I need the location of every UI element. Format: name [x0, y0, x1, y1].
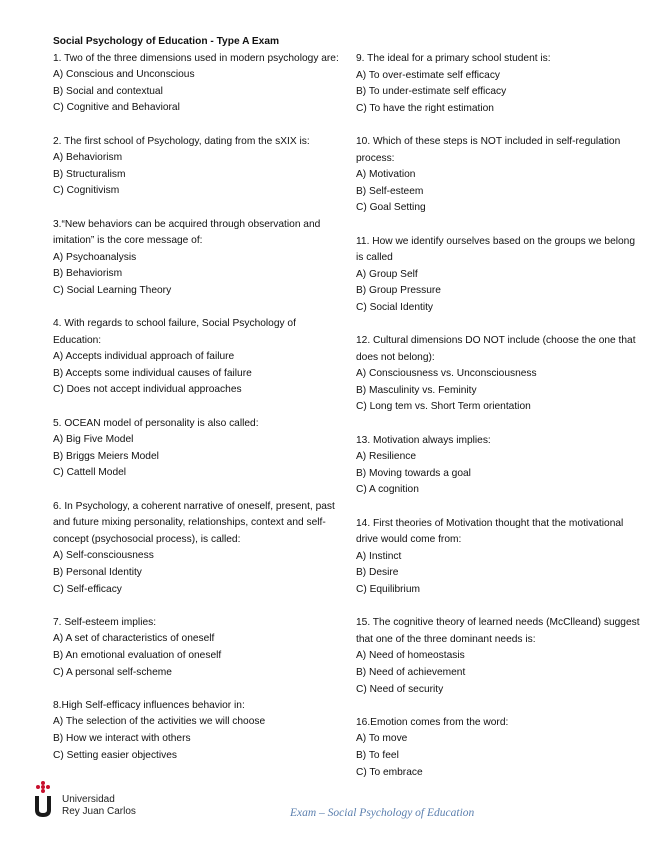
answer-option: A) A set of characteristics of oneself — [53, 633, 215, 645]
question-text: 6. In Psychology, a coherent narrative of oneself, present, past and future mixing personality, relationships, context and self-concept (psychosocial process), is called: — [53, 500, 335, 545]
answer-option: B) Personal Identity — [53, 567, 142, 578]
answer-option: B) Social and contextual — [53, 85, 163, 97]
answer-option: B) Need of achievement — [356, 666, 466, 678]
answer-option: B) To under-estimate self efficacy — [356, 86, 507, 98]
question-item — [356, 615, 641, 698]
answer-option: C) Cognitive and Behavioral — [53, 102, 180, 114]
question-text: 15. The cognitive theory of learned needs (McClleand) suggest that one of the three dominant needs is: — [356, 617, 640, 645]
question-item — [356, 333, 641, 416]
university-name — [62, 794, 136, 818]
answer-option: B) Group Pressure — [356, 285, 441, 297]
question-text: 10. Which of these steps is NOT included in self-regulation process: — [356, 135, 621, 164]
answer-option: A) Psychoanalysis — [53, 251, 137, 263]
question-text: 1. Two of the three dimensions used in modern psychology are: — [53, 52, 339, 64]
question-item — [356, 134, 641, 217]
question-item — [53, 615, 343, 681]
exam-title: Social Psychology of Education - Type A Exam — [53, 36, 280, 47]
answer-option: C) To embrace — [356, 766, 423, 778]
answer-option: C) Social Identity — [356, 301, 434, 313]
answer-option: B) Desire — [356, 567, 399, 579]
question-text: 16.Emotion comes from the word: — [356, 716, 509, 728]
answer-option: A) Big Five Model — [53, 434, 134, 446]
answer-option: C) Long tem vs. Short Term orientation — [356, 401, 531, 413]
answer-option: C) Goal Setting — [356, 202, 426, 214]
answer-option: B) Accepts some individual causes of failure — [53, 367, 252, 379]
question-text: 12. Cultural dimensions DO NOT include (choose the one that does not belong): — [356, 335, 636, 363]
answer-option: B) Masculinity vs. Feminity — [356, 384, 477, 396]
answer-option: C) Does not accept individual approaches — [53, 384, 242, 396]
answer-option: A) Self-consciousness — [53, 550, 154, 562]
answer-option: B) Briggs Meiers Model — [53, 450, 159, 462]
answer-option: A) Behaviorism — [53, 152, 123, 164]
answer-option: A) Consciousness vs. Unconsciousness — [356, 368, 537, 380]
question-item — [53, 499, 343, 599]
question-item — [53, 698, 343, 764]
page-footer — [0, 780, 655, 840]
answer-option: A) Accepts individual approach of failure — [53, 351, 235, 363]
answer-option: C) Self-efficacy — [53, 583, 122, 595]
right-question-list — [356, 51, 641, 781]
answer-option: B) Self-esteem — [356, 185, 424, 197]
question-text: 13. Motivation always implies: — [356, 434, 491, 446]
question-item — [53, 217, 343, 300]
question-item — [53, 51, 343, 117]
question-text: 3.“New behaviors can be acquired through observation and imitation” is the core message of: — [53, 218, 321, 247]
logo-line-1: Universidad — [62, 794, 115, 805]
urjc-logo-icon — [32, 780, 54, 820]
question-item — [356, 715, 641, 781]
question-text: 4. With regards to school failure, Social Psychology of Education: — [53, 318, 296, 346]
answer-option: C) Setting easier objectives — [53, 749, 178, 761]
question-item — [356, 433, 641, 499]
answer-option: B) An emotional evaluation of oneself — [53, 649, 222, 661]
answer-option: B) Structuralism — [53, 168, 126, 180]
answer-option: C) Social Learning Theory — [53, 284, 172, 296]
answer-option: A) Group Self — [356, 268, 418, 280]
question-text: 11. How we identify ourselves based on the groups we belong is called — [356, 235, 636, 264]
left-column — [53, 34, 343, 781]
question-item — [356, 234, 641, 317]
answer-option: A) To move — [356, 733, 408, 745]
answer-option: A) Resilience — [356, 451, 417, 463]
answer-option: A) The selection of the activities we will choose — [53, 716, 266, 728]
answer-option: B) How we interact with others — [53, 732, 191, 744]
answer-option: C) Cattell Model — [53, 467, 127, 479]
answer-option: C) Equilibrium — [356, 584, 420, 595]
answer-option: C) A cognition — [356, 484, 419, 496]
question-item — [356, 516, 641, 599]
question-item — [53, 416, 343, 482]
answer-option: C) A personal self-scheme — [53, 666, 172, 678]
question-text: 7. Self-esteem implies: — [53, 616, 157, 628]
footer-caption: Exam – Social Psychology of Education — [290, 807, 475, 819]
logo-line-2: Rey Juan Carlos — [62, 806, 136, 817]
question-text: 8.High Self-efficacy influences behavior in: — [53, 699, 245, 711]
answer-option: A) Instinct — [356, 550, 402, 562]
question-item — [356, 51, 641, 117]
answer-option: B) Moving towards a goal — [356, 467, 471, 479]
answer-option: A) Need of homeostasis — [356, 650, 465, 662]
answer-option: C) To have the right estimation — [356, 102, 494, 114]
question-text: 9. The ideal for a primary school student is: — [356, 53, 551, 64]
answer-option: A) Conscious and Unconscious — [53, 69, 195, 81]
right-column — [356, 51, 641, 798]
question-text: 2. The first school of Psychology, dating from the sXIX is: — [53, 135, 310, 147]
question-item — [53, 134, 343, 200]
university-logo — [32, 780, 172, 824]
question-item — [53, 316, 343, 399]
answer-option: C) Cognitivism — [53, 185, 120, 197]
answer-option: B) To feel — [356, 749, 399, 761]
answer-option: A) Motivation — [356, 169, 416, 181]
question-text: 5. OCEAN model of personality is also called: — [53, 417, 259, 429]
answer-option: C) Need of security — [356, 683, 444, 695]
answer-option: B) Behaviorism — [53, 268, 123, 280]
answer-option: A) To over-estimate self efficacy — [356, 69, 501, 81]
question-text: 14. First theories of Motivation thought that the motivational drive would come from: — [356, 517, 624, 546]
left-question-list — [53, 51, 343, 765]
